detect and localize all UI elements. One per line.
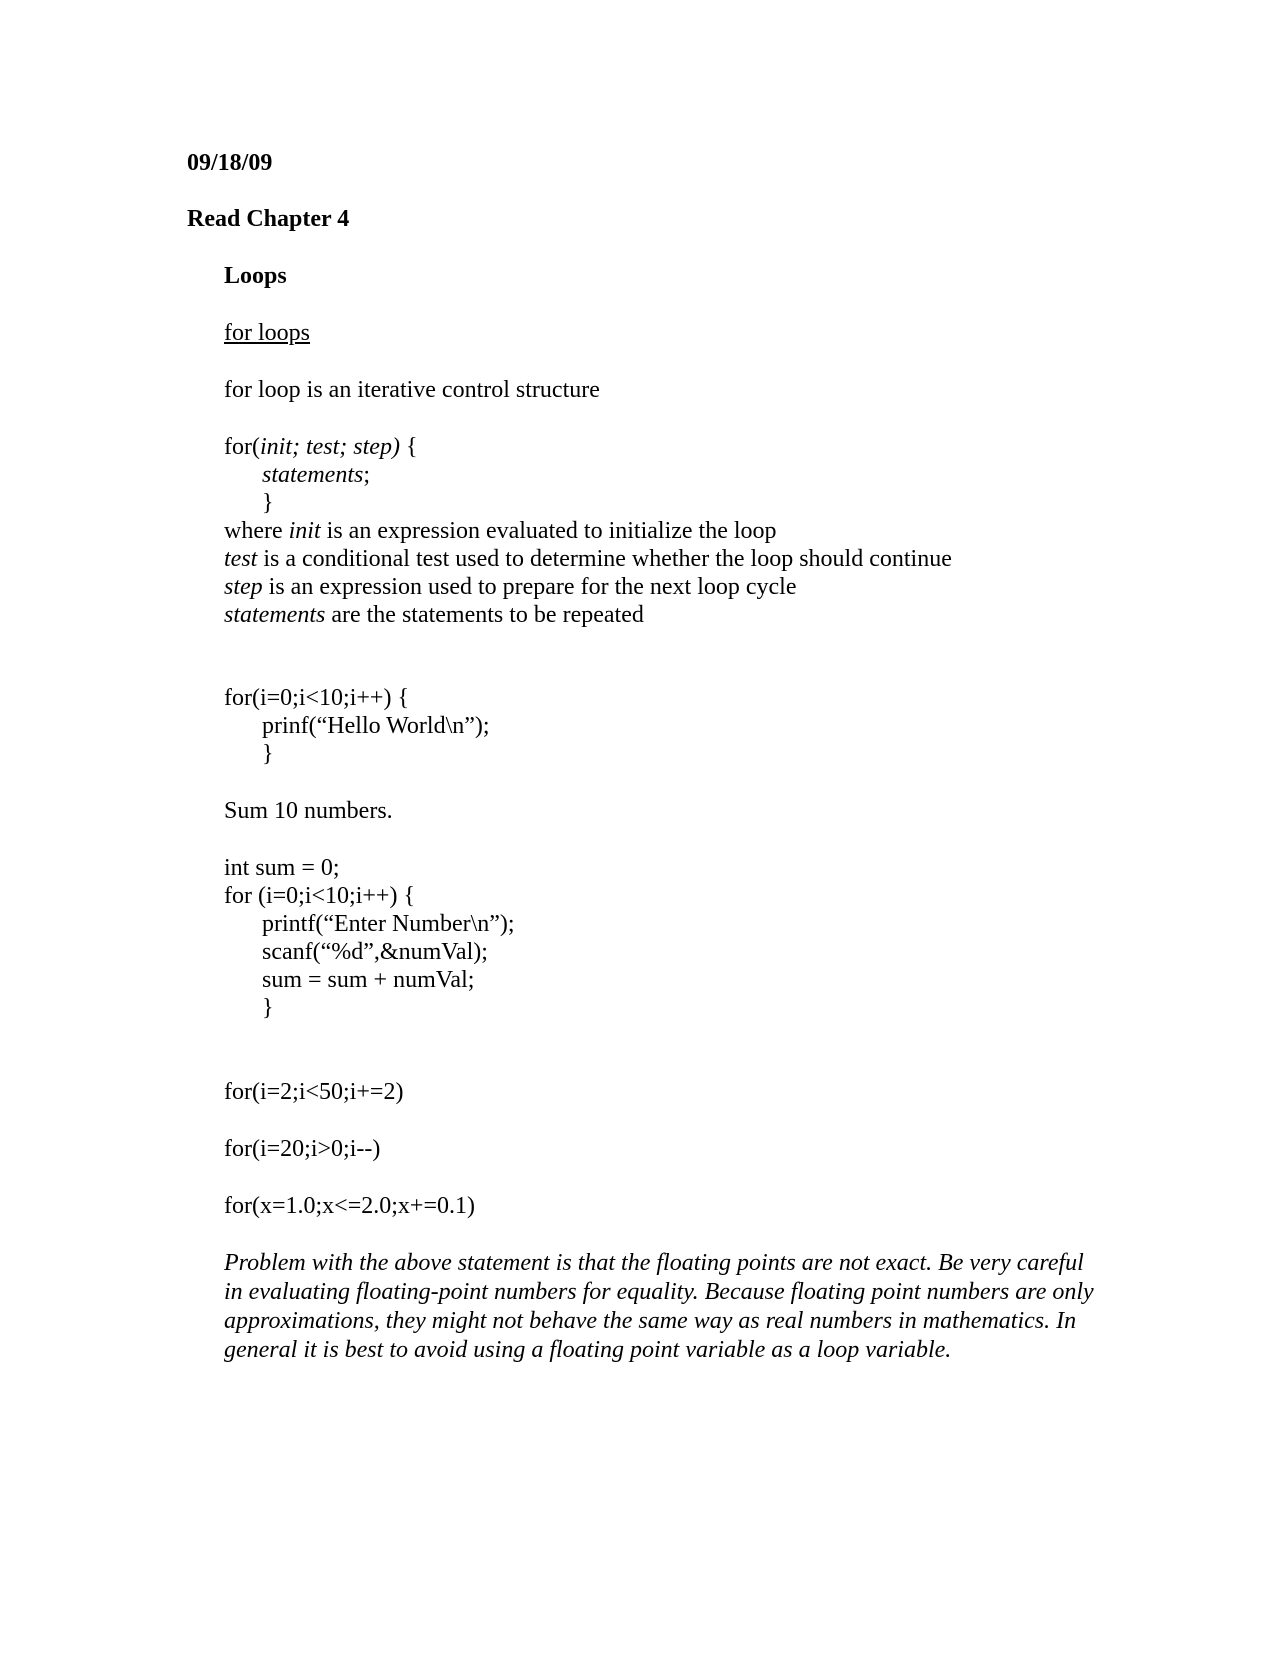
section-title: Loops bbox=[224, 263, 287, 289]
subsection-title: for loops bbox=[224, 320, 310, 346]
example2-line: printf(“Enter Number\n”); bbox=[262, 911, 515, 937]
example1-line: } bbox=[262, 741, 274, 767]
definition-term: test bbox=[224, 546, 258, 572]
definition-step bbox=[224, 573, 797, 601]
example2-line: scanf(“%d”,&numVal); bbox=[262, 939, 488, 965]
loop-example: for(i=2;i<50;i+=2) bbox=[224, 1079, 404, 1105]
definition-text: are the statements to be repeated bbox=[325, 602, 644, 628]
syntax-line bbox=[224, 433, 417, 461]
intro-text: for loop is an iterative control structure bbox=[224, 377, 600, 403]
definition-test bbox=[224, 545, 952, 573]
example2-line: sum = sum + numVal; bbox=[262, 967, 475, 993]
definition-term: statements bbox=[224, 602, 326, 628]
definition-statements bbox=[224, 601, 644, 629]
syntax-brace: { bbox=[399, 434, 418, 460]
example2-line: } bbox=[262, 995, 274, 1021]
definition-text: is an expression evaluated to initialize the loop bbox=[320, 518, 777, 544]
example2-line: for (i=0;i<10;i++) { bbox=[224, 883, 415, 909]
definition-init bbox=[224, 517, 777, 545]
syntax-params: init; test; step) bbox=[259, 434, 400, 460]
definition-text: is an expression used to prepare for the next loop cycle bbox=[262, 574, 797, 600]
definition-prefix: where bbox=[224, 518, 289, 544]
definition-term: step bbox=[224, 574, 263, 600]
sum-heading: Sum 10 numbers. bbox=[224, 798, 393, 824]
floating-point-note: Problem with the above statement is that the floating points are not exact. Be very careful in evaluating floating-point numbers for equality. Because floating point numbers are only approximations, they might not behave the same way as real numbers in mathematics. In general it is best to avoid using a floating point variable as a loop variable. bbox=[224, 1250, 1094, 1363]
example2-line: int sum = 0; bbox=[224, 855, 340, 881]
syntax-body-term: statements bbox=[262, 462, 364, 488]
assignment: Read Chapter 4 bbox=[187, 206, 350, 232]
loop-example: for(x=1.0;x<=2.0;x+=0.1) bbox=[224, 1193, 475, 1219]
date: 09/18/09 bbox=[187, 150, 273, 176]
loop-example: for(i=20;i>0;i--) bbox=[224, 1136, 381, 1162]
syntax-prefix: for( bbox=[224, 434, 260, 460]
syntax-close: } bbox=[262, 490, 274, 516]
syntax-body bbox=[262, 461, 370, 489]
definition-term: init bbox=[288, 518, 321, 544]
example1-line: prinf(“Hello World\n”); bbox=[262, 713, 490, 739]
syntax-body-end: ; bbox=[363, 462, 370, 488]
example1-line: for(i=0;i<10;i++) { bbox=[224, 685, 409, 711]
definition-text: is a conditional test used to determine whether the loop should continue bbox=[257, 546, 952, 572]
